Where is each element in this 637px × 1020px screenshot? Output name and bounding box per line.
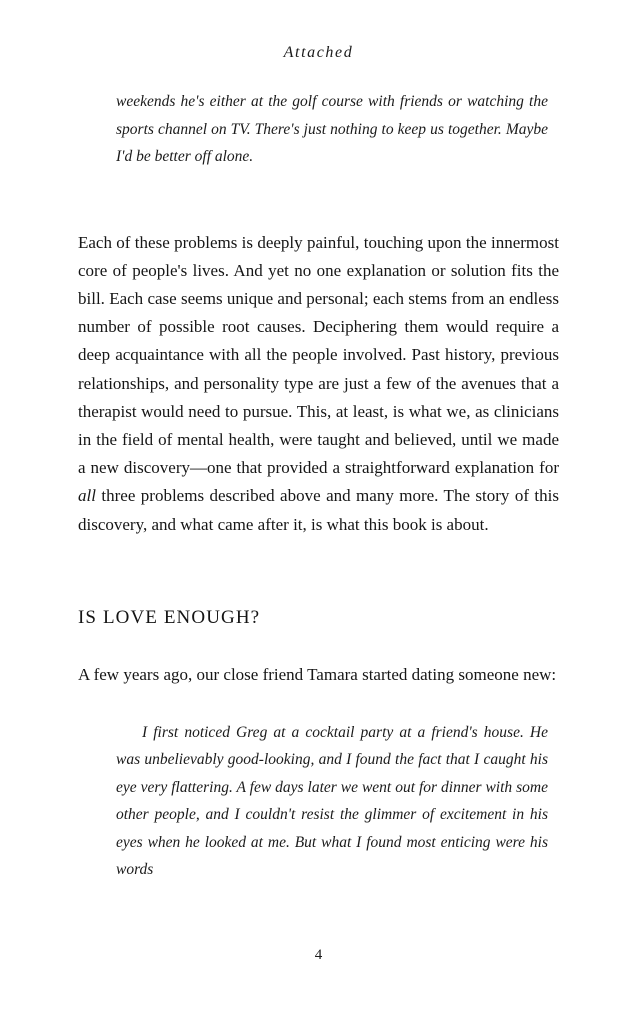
block-quote-first: weekends he's either at the golf course with friends or watching the sports channel on TV. There's just nothing to keep us together. Maybe I'd be better off alone. [116,93,548,165]
emphasis-all: all [78,486,96,506]
section-heading: IS LOVE ENOUGH? [78,606,261,628]
running-head: Attached [283,44,354,61]
spacer [78,689,559,719]
spacer [78,171,559,229]
page-number: 4 [314,947,323,963]
block-quote-second: I first noticed Greg at a cocktail party at a friend's house. He was unbelievably good-looking, and I found the fact that I caught his eye very flattering. A few days later we went out for dinner with some other people, and I couldn't resist the glimmer of excitement in his eyes when he looked at me. But what I found most enticing were his words [116,723,548,879]
spacer [78,631,559,661]
body-paragraph-tamara: A few years ago, our close friend Tamara started dating someone new: [78,664,557,684]
page-content [78,88,559,884]
spacer [78,539,559,605]
paragraph-text-lead: Each of these problems is deeply painful, touching upon the innermost core of people's lives. And yet no one explanation or solution fits the bill. Each case seems unique and personal; each stems from an endless number of possible root causes. Deciphering them would require a deep acquaintance with all the people involved. Past history, previous relationships, and personality type are just a few of the avenues that a therapist would need to pursue. This, at least, is what we, as clinicians in the field of mental health, were taught and believed, until we made a new discovery—one that provided a straightforward explanation for [78,232,559,478]
body-paragraph-problems [78,229,559,539]
paragraph-text-tail: three problems described above and many more. The story of this discovery, and what came after it, is what this book is about. [78,486,559,534]
